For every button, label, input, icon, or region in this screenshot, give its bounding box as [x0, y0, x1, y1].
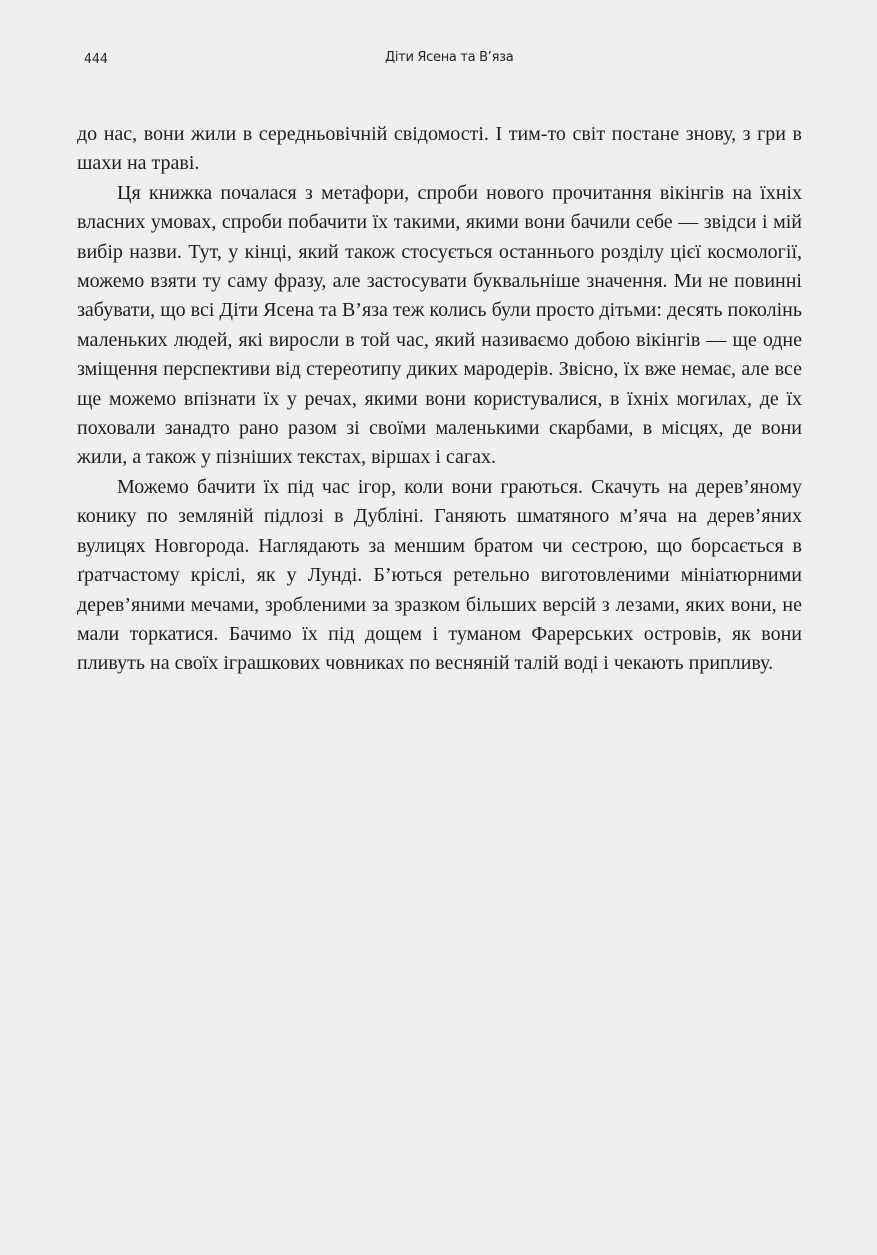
body-text [77, 120, 802, 679]
page-header [80, 50, 802, 74]
running-title: Діти Ясена та В’яза [385, 50, 514, 65]
paragraph-children-games: Можемо бачити їх під час ігор, коли вони граються. Скачуть на дерев’яному конику по земляній підлозі в Дубліні. Ганяють шматяного м’яча на дерев’яних вулицях Новгорода. Наглядають за меншим братом чи сестрою, що борсається в ґратчастому кріслі, як у Лунді. Б’ються ретельно виготовленими мініатюрними дерев’яними мечами, зробленими за зразком більших версій з лезами, яких вони, не мали торкатися. Бачимо їх під дощем і туманом Фарерських островів, як вони пливуть на своїх іграшкових човниках по весняній талій воді і чекають припливу. [77, 475, 802, 675]
paragraph-continuation: до нас, вони жили в середньовічній свідомості. І тим-то світ постане знову, з гри в шахи на траві. [77, 123, 802, 175]
page-number: 444 [84, 52, 109, 67]
paragraph-metaphor: Ця книжка почалася з метафори, спроби нового прочитання вікінгів на їхніх власних умовах, спроби побачити їх такими, якими вони бачили себе — звідси і мій вибір назви. Тут, у кінці, який також стосується останнього розділу цієї космології, можемо взяти ту саму фразу, але застосувати буквальніше значення. Ми не повинні забувати, що всі Діти Ясена та В’яза теж колись були просто дітьми: десять поколінь маленьких людей, які виросли в той час, який називаємо добою вікінгів — ще одне зміщення перспективи від стереотипу диких мародерів. Звісно, їх вже немає, але все ще можемо впізнати їх у речах, якими вони користувалися, в їхніх могилах, де їх поховали занадто рано разом зі своїми маленькими скарбами, в місцях, де вони жили, а також у пізніших текстах, віршах і сагах. [77, 181, 802, 469]
